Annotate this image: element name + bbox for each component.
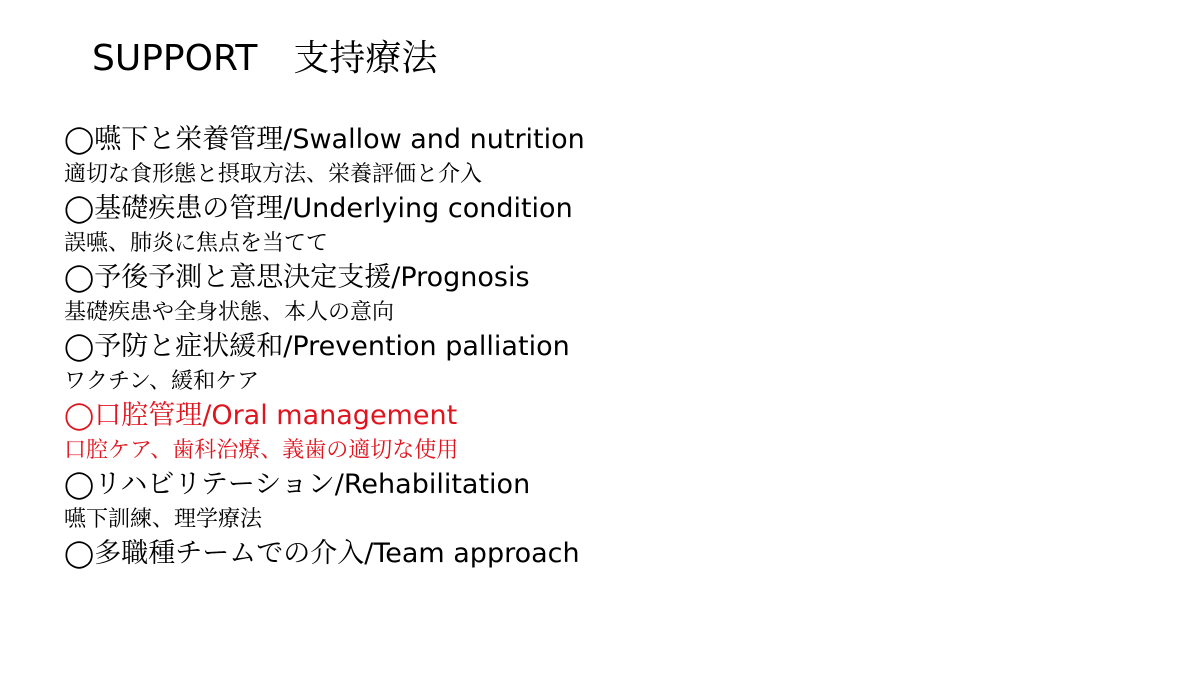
support-list: [64, 122, 585, 572]
item-heading: ◯多職種チームでの介入/Team approach: [64, 538, 580, 569]
list-item-prognosis: [64, 260, 585, 329]
item-description: 基礎疾患や全身状態、本人の意向: [64, 300, 395, 325]
item-heading: ◯予防と症状緩和/Prevention palliation: [64, 331, 570, 362]
item-description: 口腔ケア、歯科治療、義歯の適切な使用: [64, 438, 459, 463]
slide-title: SUPPORT 支持療法: [92, 38, 438, 79]
list-item-prevention-palliation: [64, 329, 585, 398]
item-description: 嚥下訓練、理学療法: [64, 507, 263, 532]
list-item-rehabilitation: [64, 467, 585, 536]
item-heading: ◯嚥下と栄養管理/Swallow and nutrition: [64, 124, 585, 155]
item-heading: ◯予後予測と意思決定支援/Prognosis: [64, 262, 530, 293]
list-item-underlying-condition: [64, 191, 585, 260]
list-item-oral-management: [64, 398, 585, 467]
list-item-swallow-nutrition: [64, 122, 585, 191]
item-heading: ◯基礎疾患の管理/Underlying condition: [64, 193, 573, 224]
item-description: 誤嚥、肺炎に焦点を当てて: [64, 231, 329, 256]
item-heading: ◯口腔管理/Oral management: [64, 400, 458, 431]
list-item-team-approach: [64, 536, 585, 572]
item-heading: ◯リハビリテーション/Rehabilitation: [64, 469, 531, 500]
item-description: ワクチン、緩和ケア: [64, 369, 260, 394]
item-description: 適切な食形態と摂取方法、栄養評価と介入: [64, 162, 483, 187]
